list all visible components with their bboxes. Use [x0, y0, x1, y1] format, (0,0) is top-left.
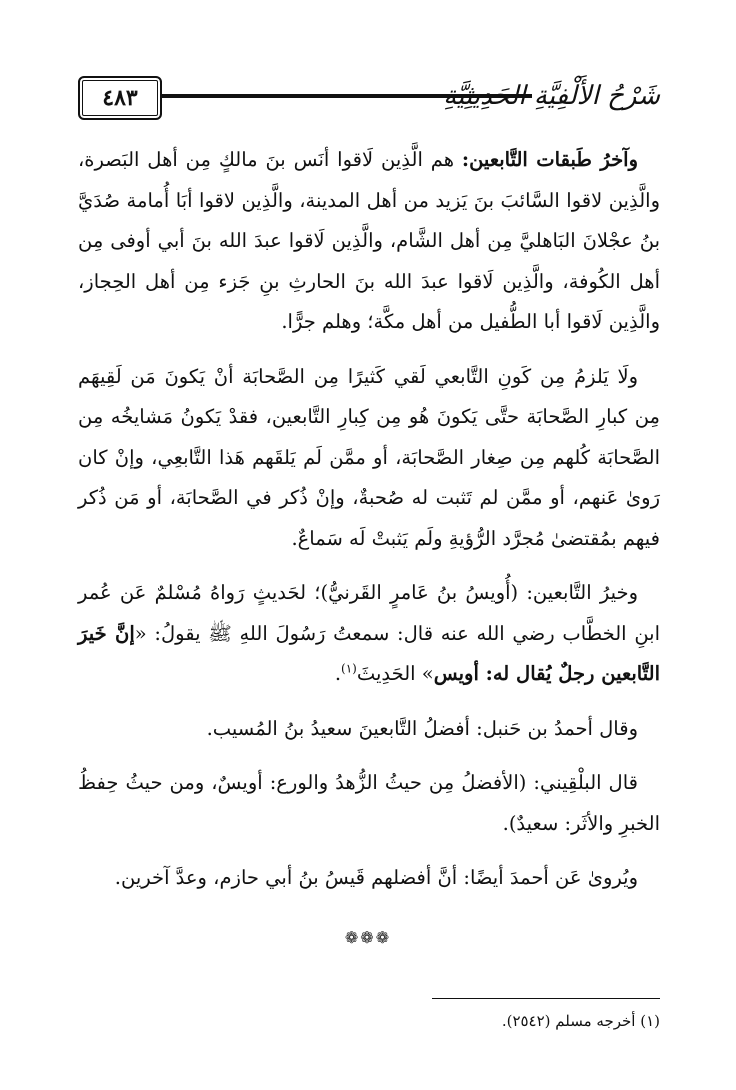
paragraph-lead: وآخرُ طَبقات التَّابعين: — [461, 148, 638, 171]
paragraph-stop: . — [334, 662, 342, 685]
page-header — [78, 66, 660, 128]
paragraph-text: وخيرُ التَّابعين: (أُويسُ بنُ عَامرٍ القَرنيُّ)؛ لحَديثٍ رَواهُ مُسْلمٌ عَن عُمر ابنِ الخطَّاب رضي الله عنه قال: سمعتُ رَسُولَ اللهِ ﷺ يقولُ: « — [78, 581, 661, 645]
footnote: (١) أخرجه مسلم (٢٥٤٢). — [501, 1012, 660, 1030]
paragraph-end: » الحَدِيثَ — [356, 662, 434, 685]
main-text — [78, 140, 660, 913]
paragraph-ahmad-also: ويُروىٰ عَن أحمدَ أيضًا: أنَّ أفضلهم قَيسُ بنُ أبي حازم، وعدَّ آخرين. — [114, 866, 638, 889]
hadith-quote: إنَّ خَيرَ التَّابعين رجلٌ يُقال له: أويس — [78, 621, 660, 685]
paragraph-bulqini: قال البلْقِيني: (الأفضلُ مِن حيثُ الزُّهدُ والورع: أويسٌ، ومن حيثُ حِفظُ الخبرِ والأثَر: سعيدٌ). — [78, 771, 660, 835]
paragraph-best-tabii — [78, 573, 660, 695]
footnote-separator — [432, 998, 660, 999]
paragraph-ahmad: وقال أحمدُ بن حَنبل: أفضلُ التَّابعينَ سعيدُ بنُ المُسيب. — [206, 716, 638, 740]
footnote-reference[interactable]: (١) — [341, 661, 357, 676]
paragraph-not-required: ولَا يَلزمُ مِن كَونِ التَّابعي لَقي كَثيرًا مِن الصَّحابَة أنْ يَكونَ مَن لَقِيهَم مِن كبارِ الصَّحابَة حتَّى يَكونَ هُو مِن كِبارِ التَّابعين، فقدْ يَكونُ مَشايخُه مِن الصَّحابَة كُلهم مِن صِغار الصَّحابَة، أو ممَّن لَم يَلقَهم هَذا التَّابعِي، وإنْ كان رَوىٰ عَنهم، أو ممَّن لم تَثبت له صُحبةٌ، وإنْ ذُكر في الصَّحابَة، أو مَن ذُكر فيهم بمُقتضىٰ مُجرَّد الرُّؤيةِ ولَم يَثبتْ لَه سَماعٌ. — [78, 364, 660, 550]
paragraph-text: هم الَّذِين لَاقوا أنَس بنَ مالكٍ مِن أهل البَصرة، والَّذِين لاقوا السَّائبَ بنَ يَزيد من أهل المدينة، والَّذِين لاقوا أبَا أُمامة صُدَيَّ بنُ عجْلانَ البَاهليَّ مِن أهل الشَّام، والَّذِين لَاقوا عبدَ الله بنَ أبي أوفى مِن أهل الكُوفة، والَّذِين لَاقوا عبدَ الله بنَ الحارثِ بنِ جَزء مِن أهل الحِجاز، والَّذِين لَاقوا أبا الطُّفيل من أهل مكَّة؛ وهلم جرًّا. — [78, 148, 660, 333]
section-ornament: ❁❁❁ — [344, 928, 392, 947]
running-title: شَرْحُ الأَلْفِيَّةِ الحَدِيثِيَّةِ — [443, 81, 660, 111]
page-number: ٤٨٣ — [78, 76, 162, 120]
paragraph-last-tabaqat — [78, 140, 660, 343]
